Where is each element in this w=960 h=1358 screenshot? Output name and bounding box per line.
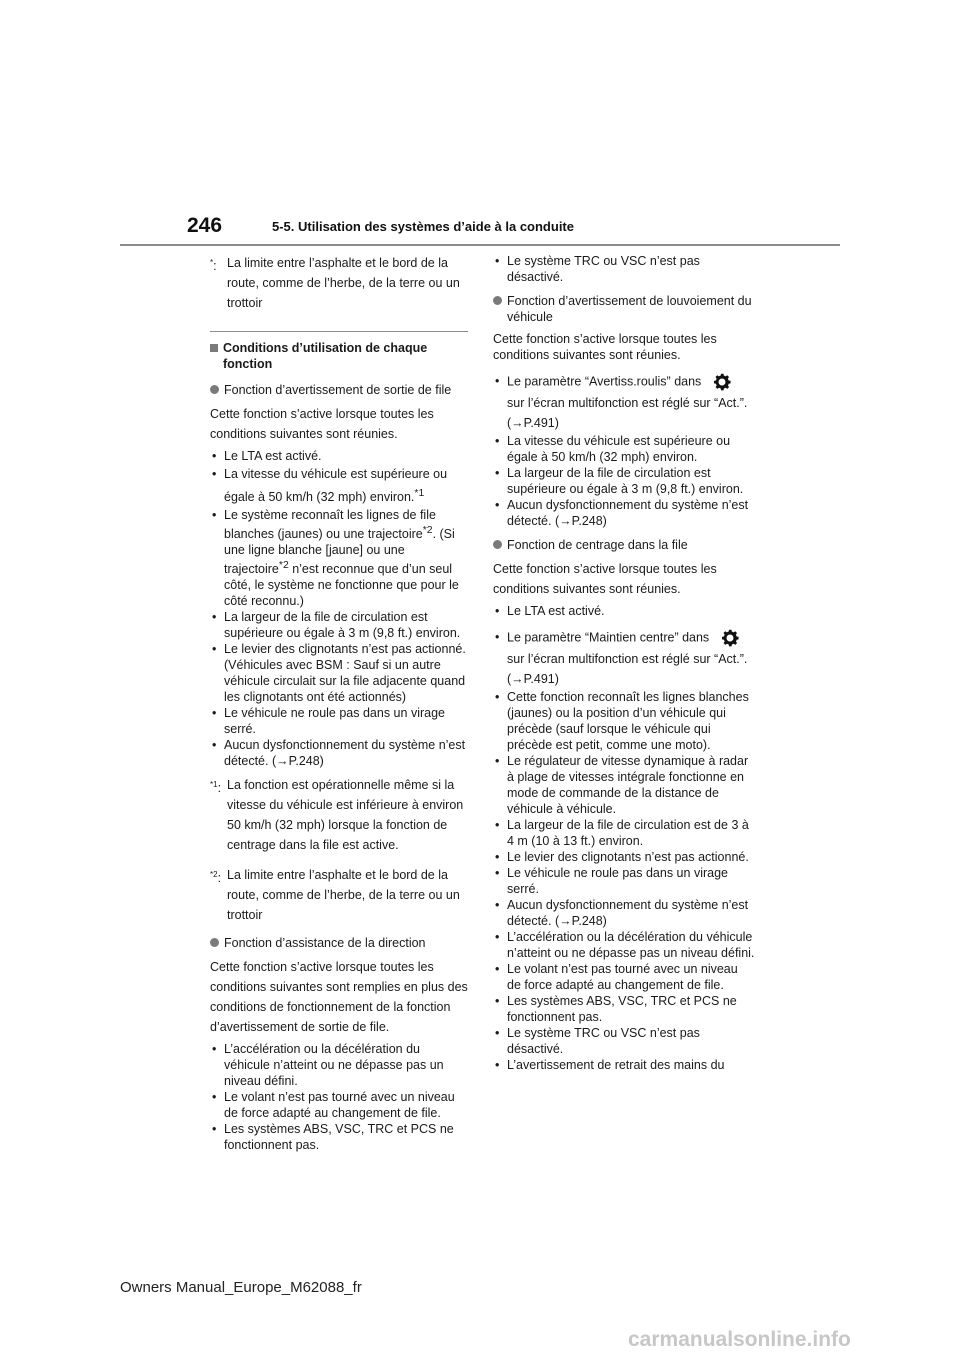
list-item: • Le volant n’est pas tourné avec un niveau de force adapté au changement de file. bbox=[210, 1089, 468, 1121]
arrow-icon: → bbox=[559, 514, 572, 528]
circle-bullet-icon bbox=[493, 540, 502, 549]
gear-icon bbox=[711, 371, 733, 393]
arrow-icon: → bbox=[559, 914, 572, 928]
list-item: • Le système reconnaît les lignes de file blanches (jaunes) ou une trajectoire$^{*2}$. (Si une ligne blanche [jaune] ou une trajectoire$^{*2}$ n’est reconnue que d’un seul côté, le système ne fonctionne que pour le côté reconnu.) bbox=[210, 507, 468, 609]
list-item: • La largeur de la file de circulation est de 3 à 4 m (10 à 13 ft.) environ. bbox=[493, 817, 755, 849]
list-item: • Le système TRC ou VSC n’est pas désactivé. bbox=[493, 253, 755, 285]
footnote: $^{*1}$: La fonction est opérationnelle même si la vitesse du véhicule est inférieure à environ 50 km/h (32 mph) lorsque la fonction de centrage dans la file est active. bbox=[210, 778, 464, 853]
arrow-icon: → bbox=[511, 416, 524, 430]
list-item: • Le véhicule ne roule pas dans un virage serré. bbox=[493, 865, 755, 897]
section-heading bbox=[210, 340, 468, 372]
circle-bullet-icon bbox=[210, 938, 219, 947]
header-divider bbox=[120, 244, 840, 246]
footnote: $^{*2}$: La limite entre l’asphalte et le bord de la route, comme de l’herbe, de la terre ou un trottoir bbox=[210, 868, 460, 923]
list-item: • Le paramètre “Maintien centre” dans sur l’écran multifonction est réglé sur “Act.”. (→P.491) bbox=[493, 627, 755, 689]
sway-warning-conditions bbox=[493, 371, 755, 529]
list-item: • Aucun dysfonctionnement du système n’est détecté. (→P.248) bbox=[210, 737, 468, 769]
list-item: • L’accélération ou la décélération du véhicule n’atteint ou ne dépasse pas un niveau défini. bbox=[493, 929, 755, 961]
section-heading-text: Conditions d’utilisation de chaque fonction bbox=[223, 341, 428, 371]
list-item: • Le levier des clignotants n’est pas actionné. (Véhicules avec BSM : Sauf si un autre véhicule circulait sur la file adjacente quand les clignotants ont été actionnés) bbox=[210, 641, 468, 705]
sway-warning-heading bbox=[493, 293, 755, 325]
page-reference[interactable]: P.248) bbox=[288, 754, 324, 769]
circle-bullet-icon bbox=[493, 296, 502, 305]
list-item: • Le volant n’est pas tourné avec un niveau de force adapté au changement de file. bbox=[493, 961, 755, 993]
list-item: • Aucun dysfonctionnement du système n’est détecté. (→P.248) bbox=[493, 497, 755, 529]
list-item: • Le système TRC ou VSC n’est pas désactivé. bbox=[493, 1025, 755, 1057]
section-divider bbox=[210, 331, 468, 332]
section-title: 5-5. Utilisation des systèmes d’aide à la conduite bbox=[272, 219, 574, 234]
sway-warning-heading-text: Fonction d’avertissement de louvoiement du véhicule bbox=[507, 294, 752, 324]
watermark: carmanualsonline.info bbox=[628, 1328, 851, 1351]
page-number: 246 bbox=[187, 214, 223, 237]
centering-conditions bbox=[493, 603, 755, 1073]
square-bullet-icon bbox=[210, 344, 218, 352]
left-column bbox=[210, 253, 468, 1159]
steering-assist-conditions-continued bbox=[493, 253, 755, 285]
steering-assist-heading bbox=[210, 935, 468, 951]
exit-warning-heading bbox=[210, 382, 468, 398]
page-reference[interactable]: P.491) bbox=[523, 416, 559, 430]
centering-heading-text: Fonction de centrage dans la file bbox=[507, 538, 688, 552]
centering-intro: Cette fonction s’active lorsque toutes les conditions suivantes sont réunies. bbox=[493, 562, 717, 596]
page-reference[interactable]: P.491) bbox=[523, 672, 559, 686]
page-reference[interactable]: P.248) bbox=[571, 514, 607, 528]
gear-icon bbox=[719, 627, 741, 649]
list-item: • Le régulateur de vitesse dynamique à radar à plage de vitesses intégrale fonctionne en mode de commande de la distance de véhicule à véhicule. bbox=[493, 753, 755, 817]
exit-warning-heading-text: Fonction d’avertissement de sortie de file bbox=[224, 383, 452, 397]
steering-assist-conditions bbox=[210, 1041, 468, 1153]
sway-warning-intro: Cette fonction s’active lorsque toutes les conditions suivantes sont réunies. bbox=[493, 332, 717, 362]
list-item: • Le levier des clignotants n’est pas actionné. bbox=[493, 849, 755, 865]
page-reference[interactable]: P.248) bbox=[571, 914, 607, 928]
list-item: • La largeur de la file de circulation est supérieure ou égale à 3 m (9,8 ft.) environ. bbox=[210, 609, 468, 641]
list-item: • Le paramètre “Avertiss.roulis” dans sur l’écran multifonction est réglé sur “Act.”. (→P.491) bbox=[493, 371, 755, 433]
right-column bbox=[493, 253, 755, 1079]
steering-assist-heading-text: Fonction d’assistance de la direction bbox=[224, 936, 426, 951]
list-item: • La vitesse du véhicule est supérieure ou égale à 50 km/h (32 mph) environ.$^{*1}$ bbox=[210, 464, 468, 507]
list-item: • Le LTA est activé. bbox=[493, 603, 755, 619]
list-item: • Les systèmes ABS, VSC, TRC et PCS ne fonctionnent pas. bbox=[493, 993, 755, 1025]
list-item: • La vitesse du véhicule est supérieure ou égale à 50 km/h (32 mph) environ. bbox=[493, 433, 755, 465]
list-item: • Le LTA est activé. bbox=[210, 448, 468, 464]
list-item: • L’avertissement de retrait des mains du bbox=[493, 1057, 755, 1073]
circle-bullet-icon bbox=[210, 385, 219, 394]
list-item: • Aucun dysfonctionnement du système n’est détecté. (→P.248) bbox=[493, 897, 755, 929]
list-item: • La largeur de la file de circulation est supérieure ou égale à 3 m (9,8 ft.) environ. bbox=[493, 465, 755, 497]
centering-heading bbox=[493, 537, 755, 553]
footer-manual-id: Owners Manual_Europe_M62088_fr bbox=[120, 1279, 362, 1296]
list-item: • Le véhicule ne roule pas dans un virage serré. bbox=[210, 705, 468, 737]
exit-warning-intro: Cette fonction s’active lorsque toutes les conditions suivantes sont réunies. bbox=[210, 407, 434, 441]
arrow-icon: → bbox=[276, 754, 289, 769]
steering-assist-intro: Cette fonction s’active lorsque toutes les conditions suivantes sont remplies en plus des conditions de fonctionnement de la fonction d’avertissement de sortie de file. bbox=[210, 960, 468, 1035]
exit-warning-conditions bbox=[210, 448, 468, 769]
footnote-mark: *: bbox=[210, 258, 217, 274]
arrow-icon: → bbox=[511, 672, 524, 686]
list-item: • Cette fonction reconnaît les lignes blanches (jaunes) ou la position d’un véhicule qui précède (sauf lorsque le véhicule qui précède est petit, comme une moto). bbox=[493, 689, 755, 753]
list-item: • L’accélération ou la décélération du véhicule n’atteint ou ne dépasse pas un niveau défini. bbox=[210, 1041, 468, 1089]
list-item: • Les systèmes ABS, VSC, TRC et PCS ne fonctionnent pas. bbox=[210, 1121, 468, 1153]
top-footnote bbox=[210, 253, 468, 313]
footnote-text: La limite entre l’asphalte et le bord de la route, comme de l’herbe, de la terre ou un trottoir bbox=[227, 256, 460, 310]
